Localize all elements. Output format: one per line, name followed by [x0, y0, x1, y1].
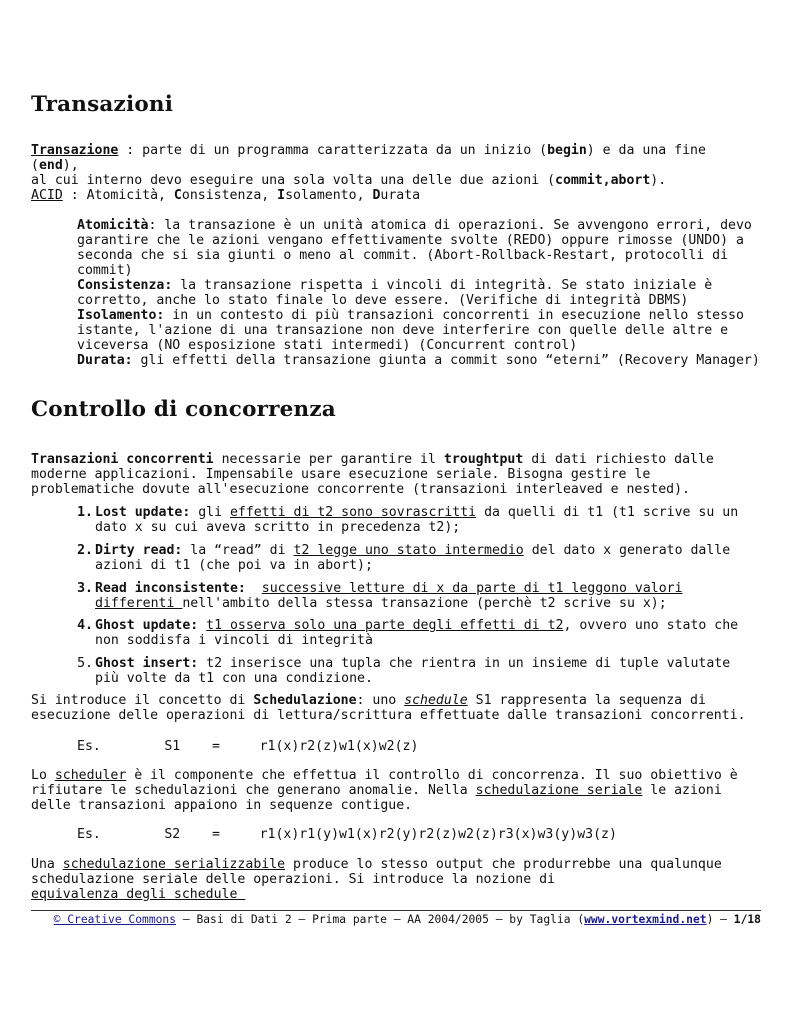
footer-divider: [31, 910, 761, 911]
page-number: 1/18: [733, 913, 761, 926]
concurrent-intro: Transazioni concorrenti necessarie per garantire il troughtput di dati richiesto dalle moderne applicazioni. Impensabile usare esecuzione seriale. Bisogna gestire le problematiche dovute all'esecuzione concorrente (transazioni interleaved e nested).: [31, 452, 714, 497]
serializzabile-paragraph: Una schedulazione serializzabile produce lo stesso output che produrrebbe una qualunque schedulazione seriale delle operazioni. Si introduce la nozione di equivalenza degli schedule: [31, 857, 722, 902]
term-acid: ACID: [31, 188, 63, 203]
term-atomicita: Atomicità: [77, 218, 149, 233]
anomaly-list-item: 2. Dirty read: la “read” di t2 legge uno stato intermedio del dato x generato dalle azioni di t1 (che poi va in abort);: [77, 543, 731, 573]
scheduler-paragraph: Lo scheduler è il componente che effettua il controllo di concorrenza. Il suo obiettivo è rifiutare le schedulazioni che generano anomalie. Nella schedulazione seriale le azioni delle transazioni appaiono in sequenze contigue.: [31, 768, 738, 813]
example-s1: Es. S1 = r1(x)r2(z)w1(x)w2(z): [77, 739, 419, 754]
term-schedulazione: Schedulazione: [253, 693, 357, 708]
anomaly-list-item: 1. Lost update: gli effetti di t2 sono sovrascritti da quelli di t1 (t1 scrive su un dato x su cui aveva scritto in precedenza t2);: [77, 505, 739, 535]
example-s2: Es. S2 = r1(x)r1(y)w1(x)r2(y)r2(z)w2(z)r3(x)w3(y)w3(z): [77, 827, 617, 842]
term-transazioni-concorrenti: Transazioni concorrenti: [31, 452, 214, 467]
anomaly-list-item: 3. Read inconsistente: successive letture di x da parte di t1 leggono valori differenti nell'ambito della stessa transazione (perchè t2 scrive su x);: [77, 581, 683, 611]
schedulazione-paragraph: Si introduce il concetto di Schedulazione: uno schedule S1 rappresenta la sequenza di esecuzione delle operazioni di lettura/scrittura effettuate dalle transazioni concorrenti.: [31, 693, 746, 723]
vortexmind-link[interactable]: www.vortexmind.net: [584, 913, 707, 926]
page-footer: © Creative Commons – Basi di Dati 2 – Prima parte – AA 2004/2005 – by Taglia (www.vortexmind.net) – 1/18: [53, 913, 761, 926]
term-transazione: Transazione: [31, 143, 119, 158]
term-consistenza: Consistenza:: [77, 278, 173, 293]
section-title-concorrenza: Controllo di concorrenza: [31, 397, 336, 422]
acid-line: ACID : Atomicità, Consistenza, Isolamento, Durata: [31, 188, 421, 203]
anomaly-list-item: 4. Ghost update: t1 osserva solo una parte degli effetti di t2, ovvero uno stato che non soddisfa i vincoli di integrità: [77, 618, 739, 648]
term-isolamento: Isolamento:: [77, 308, 165, 323]
anomaly-list-item: 5. Ghost insert: t2 inserisce una tupla che rientra in un insieme di tuple valutate più volte da t1 con una condizione.: [77, 656, 731, 686]
section-title-transazioni: Transazioni: [31, 92, 174, 117]
term-durata: Durata:: [77, 353, 133, 368]
acid-properties: Atomicità: la transazione è un unità atomica di operazioni. Se avvengono errori, devo garantire che le azioni vengano effettivamente svolte (REDO) oppure rimosse (UNDO) a seconda che si sia giunti o meno al commit. (Abort-Rollback-Restart, protocolli di commit) Consistenza: la transazione rispetta i vincoli di integrità. Se stato iniziale è corretto, anche lo stato finale lo deve essere. (Verifiche di integrità DBMS) Isolamento: in un contesto di più transazioni concorrenti in esecuzione nello stesso istante, l'azione di una transazione non deve interferire con quelle delle altre e viceversa (NO esposizione stati intermedi) (Concurrent control) Durata: gli effetti della transazione giunta a commit sono “eterni” (Recovery Manager): [77, 218, 760, 368]
transazione-definition: Transazione : parte di un programma caratterizzata da un inizio (begin) e da una fine (end), al cui interno devo eseguire una sola volta una delle due azioni (commit,abort).: [31, 143, 706, 188]
creative-commons-link[interactable]: © Creative Commons: [53, 913, 177, 926]
